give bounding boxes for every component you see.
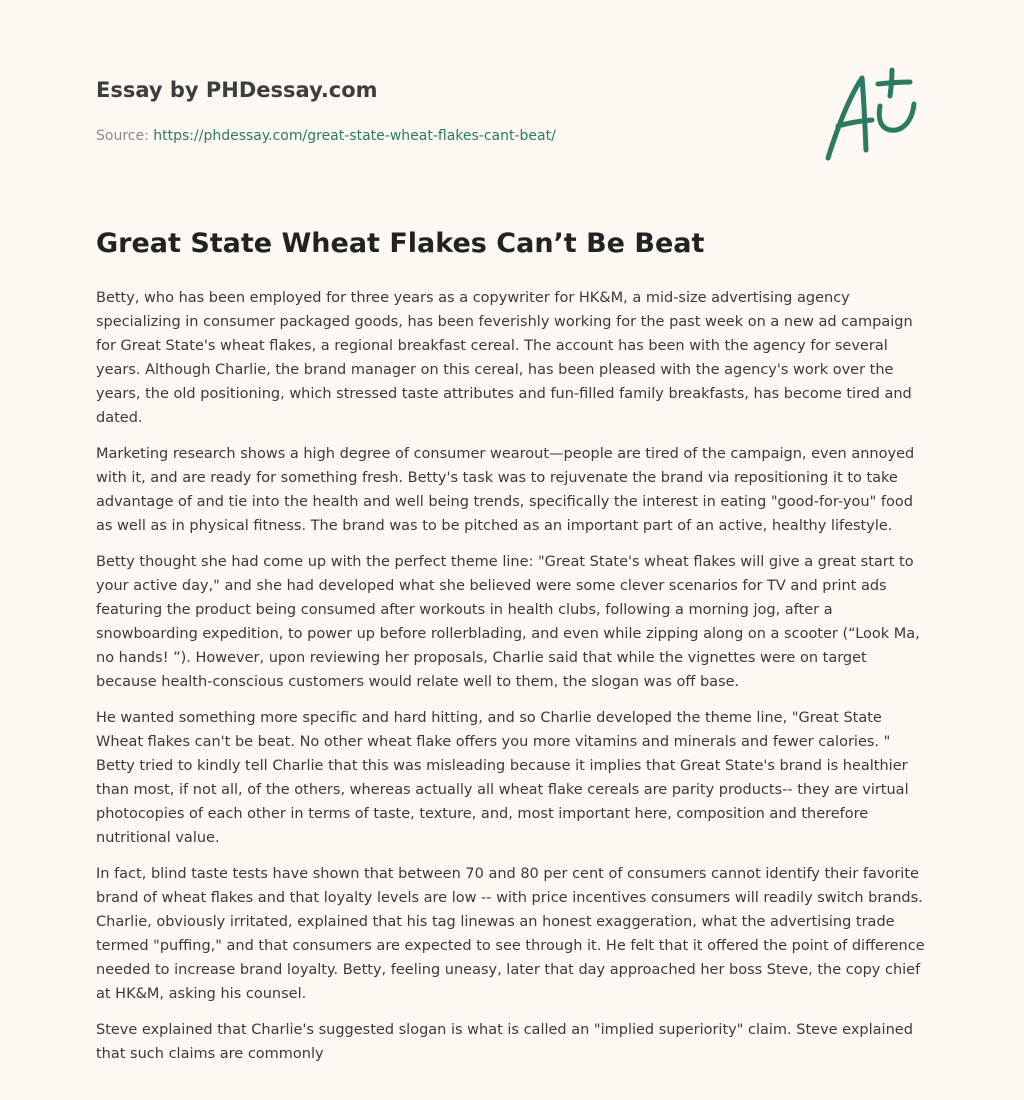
source-line [96,126,716,146]
source-link[interactable]: https://phdessay.com/great-state-wheat-flakes-cant-beat/ [153,128,556,144]
page-header [96,76,716,146]
essay-paragraph: In fact, blind taste tests have shown that between 70 and 80 per cent of consumers cannot identify their favorite brand of wheat flakes and that loyalty levels are low -- with price incentives consumers will readily switch brands. Charlie, obviously irritated, explained that his tag linewas an honest exaggeration, what the advertising trade termed "puffing," and that consumers are expected to see through it. He felt that it offered the point of difference needed to increase brand loyalty. Betty, feeling uneasy, later that day approached her boss Steve, the copy chief at HK&M, asking his counsel. [96,866,925,1002]
a-plus-grade-logo-icon [820,66,930,166]
essay-paragraph: He wanted something more specific and hard hitting, and so Charlie developed the theme line, "Great State Wheat flakes can't be beat. No other wheat flake offers you more vitamins and minerals and fewer calories. " Betty tried to kindly tell Charlie that this was misleading because it implies that Great State's brand is healthier than most, if not all, of the others, whereas actually all wheat flake cereals are parity products-- they are virtual photocopies of each other in terms of taste, texture, and, most important here, composition and therefore nutritional value. [96,710,909,846]
essay-paragraph: Steve explained that Charlie's suggested slogan is what is called an "implied superiority" claim. Steve explained that such claims are commonly [96,1022,913,1062]
site-title: Essay by PHDessay.com [96,78,378,102]
essay-paragraph: Betty, who has been employed for three years as a copywriter for HK&M, a mid-size advertising agency specializing in consumer packaged goods, has been feverishly working for the past week on a new ad campaign for Great State's wheat flakes, a regional breakfast cereal. The account has been with the agency for several years. Although Charlie, the brand manager on this cereal, has been pleased with the agency's work over the years, the old positioning, which stressed taste attributes and fun-filled family breakfasts, has become tired and dated. [96,290,913,426]
essay-paragraph: Marketing research shows a high degree of consumer wearout—people are tired of the campaign, even annoyed with it, and are ready for something fresh. Betty's task was to rejuvenate the brand via repositioning it to take advantage of and tie into the health and well being trends, specifically the interest in eating "good-for-you" food as well as in physical fitness. The brand was to be pitched as an important part of an active, healthy lifestyle. [96,446,915,534]
source-label: Source: [96,128,154,144]
essay-paragraph: Betty thought she had come up with the perfect theme line: "Great State's wheat flakes will give a great start to your active day," and she had developed what she believed were some clever scenarios for TV and print ads featuring the product being consumed after workouts in health clubs, following a morning jog, after a snowboarding expedition, to power up before rollerblading, and even while zipping along on a scooter (“Look Ma, no hands! ”). However, upon reviewing her proposals, Charlie said that while the vignettes were on target because health-conscious customers would relate well to them, the slogan was off base. [96,554,920,690]
essay-title: Great State Wheat Flakes Can’t Be Beat [96,228,705,259]
essay-body [96,286,928,1078]
